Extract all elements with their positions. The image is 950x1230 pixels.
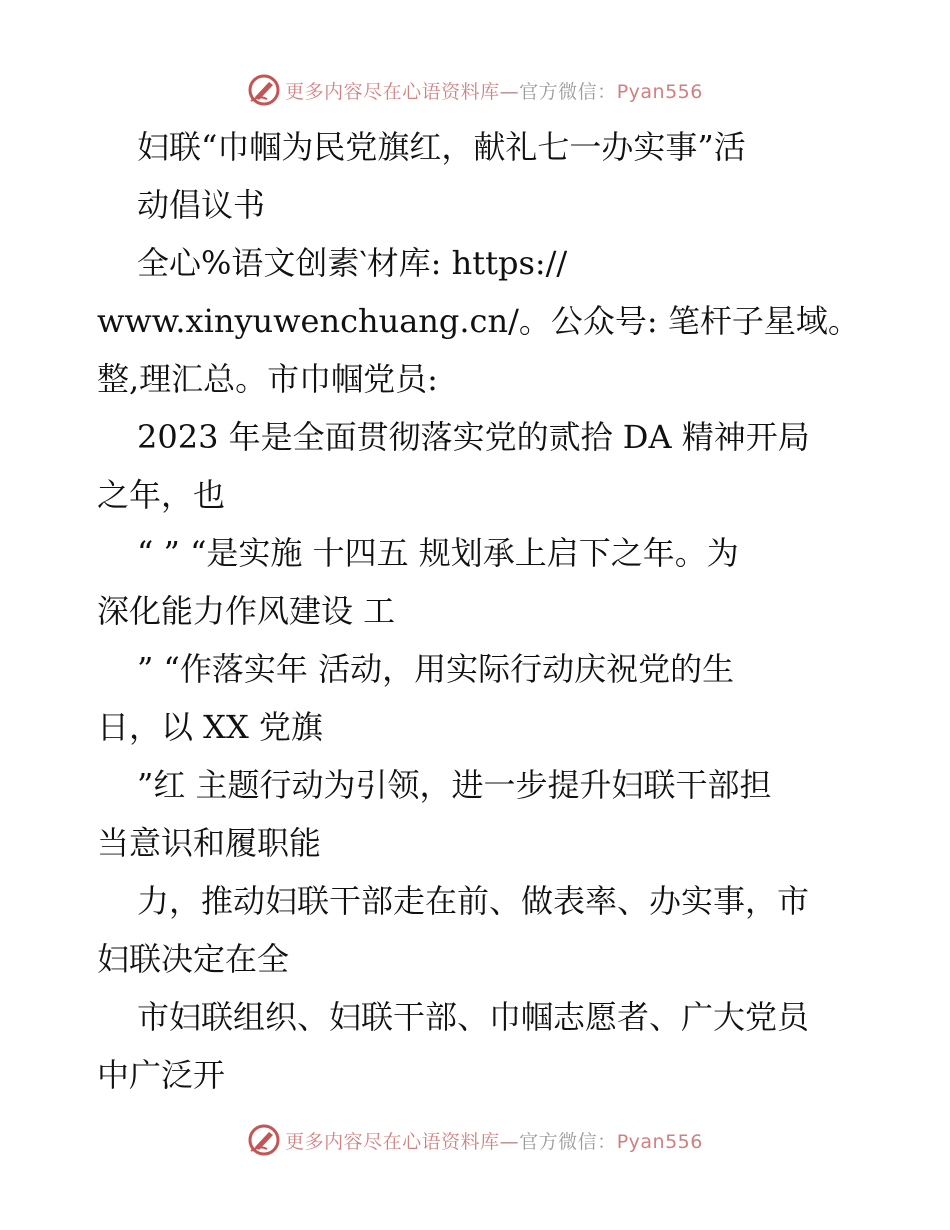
text-line: ” “作落实年 活动，用实际行动庆祝党的生: [137, 650, 735, 688]
text-line: www.xinyuwenchuang.cn/。公众号: 笔杆子星域。: [97, 302, 860, 340]
text-line: 之年，也: [97, 476, 226, 514]
text-line: 力，推动妇联干部走在前、做表率、办实事，市: [137, 882, 810, 920]
text-line: 整,理汇总。市巾帼党员:: [97, 360, 438, 398]
text-line: 市妇联组织、妇联干部、巾帼志愿者、广大党员: [137, 998, 810, 1036]
text-line: “ ” “是实施 十四五 规划承上启下之年。为: [137, 534, 739, 572]
text-line: 妇联决定在全: [97, 940, 290, 978]
text-line: 2023 年是全面贯彻落实党的贰拾 DA 精神开局: [137, 418, 810, 456]
text-line: ”红 主题行动为引领，进一步提升妇联干部担: [137, 766, 772, 804]
text-line: 深化能力作风建设 工: [97, 592, 396, 630]
watermark-text: 更多内容尽在心语资料库—官方微信：Pyan556: [285, 1130, 703, 1153]
footer-watermark-banner: [0, 1120, 950, 1160]
text-line: 当意识和履职能: [97, 824, 322, 862]
title-line-1: 妇联“巾帼为民党旗红，献礼七一办实事”活: [137, 128, 746, 166]
text-line: 全心%语文创素‵材库: https://: [137, 244, 568, 282]
header-watermark-banner: [0, 70, 950, 110]
title-line-2: 动倡议书: [137, 186, 266, 224]
watermark-text: 更多内容尽在心语资料库—官方微信：Pyan556: [285, 80, 703, 103]
text-line: 日，以 XX 党旗: [97, 708, 323, 746]
pen-logo-icon: [247, 73, 281, 107]
text-line: 中广泛开: [97, 1056, 226, 1094]
document-body: [97, 118, 860, 1104]
pen-logo-icon: [247, 1123, 281, 1157]
